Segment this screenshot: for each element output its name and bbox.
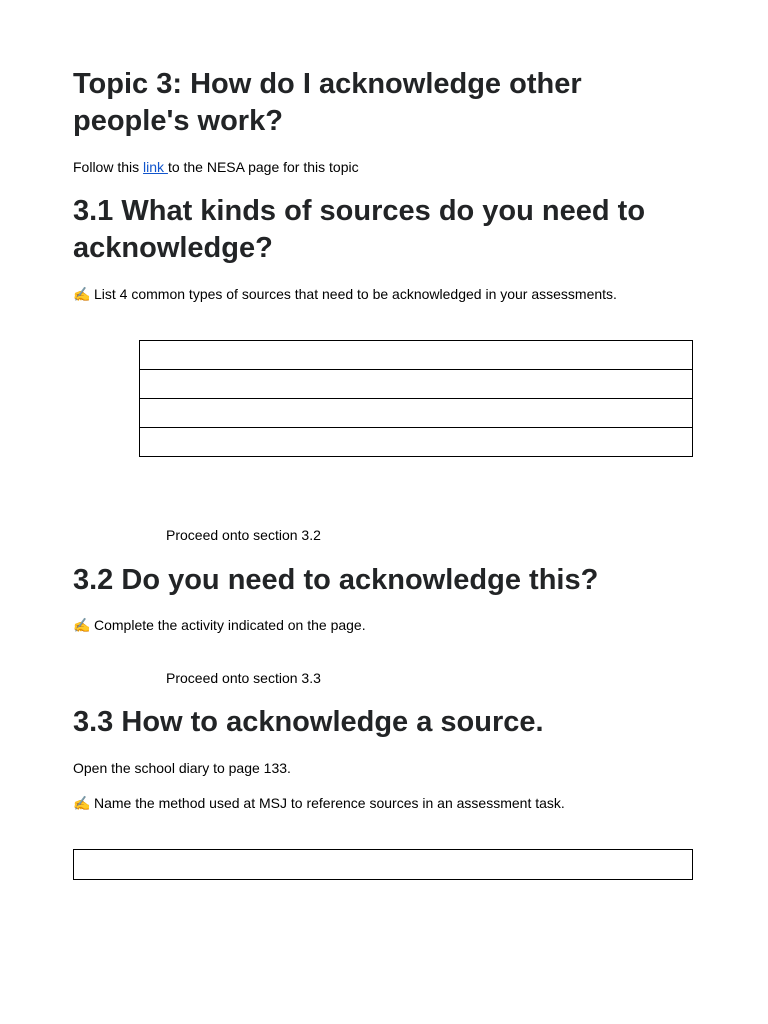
- section-3-3-heading: 3.3 How to acknowledge a source.: [73, 706, 544, 738]
- topic-title: Topic 3: How do I acknowledge other people's work?: [73, 68, 582, 137]
- proceed-3-3-text: Proceed onto section 3.3: [166, 670, 321, 686]
- table-row: [140, 341, 693, 370]
- writing-hand-icon: ✍: [73, 286, 91, 302]
- intro-text-before: Follow this: [73, 159, 144, 175]
- section-3-2-heading: 3.2 Do you need to acknowledge this?: [73, 564, 599, 596]
- section-3-3-instruction: [73, 794, 565, 812]
- nesa-link[interactable]: link: [143, 159, 168, 175]
- answer-cell-3[interactable]: [140, 399, 693, 428]
- answer-cell-4[interactable]: [140, 428, 693, 457]
- section-3-1-instruction: [73, 285, 617, 303]
- writing-hand-icon: ✍: [73, 617, 91, 633]
- section-3-2-instruction-text: Complete the activity indicated on the page.: [94, 617, 366, 633]
- intro-paragraph: [73, 158, 359, 176]
- answer-cell-2[interactable]: [140, 370, 693, 399]
- table-row: [140, 399, 693, 428]
- sources-answer-table: [139, 340, 693, 457]
- answer-cell-1[interactable]: [140, 341, 693, 370]
- table-row: [140, 428, 693, 457]
- referencing-method-answer-box[interactable]: [73, 849, 693, 880]
- section-3-1-instruction-text: List 4 common types of sources that need to be acknowledged in your assessments.: [94, 286, 617, 302]
- section-3-2-instruction: [73, 616, 366, 634]
- proceed-3-2-text: Proceed onto section 3.2: [166, 527, 321, 543]
- writing-hand-icon: ✍: [73, 795, 91, 811]
- section-3-3-instruction-text: Name the method used at MSJ to reference sources in an assessment task.: [94, 795, 565, 811]
- section-3-3-note: Open the school diary to page 133.: [73, 760, 291, 776]
- section-3-1-heading: 3.1 What kinds of sources do you need to acknowledge?: [73, 195, 646, 264]
- intro-text-after: to the NESA page for this topic: [167, 159, 359, 175]
- table-row: [140, 370, 693, 399]
